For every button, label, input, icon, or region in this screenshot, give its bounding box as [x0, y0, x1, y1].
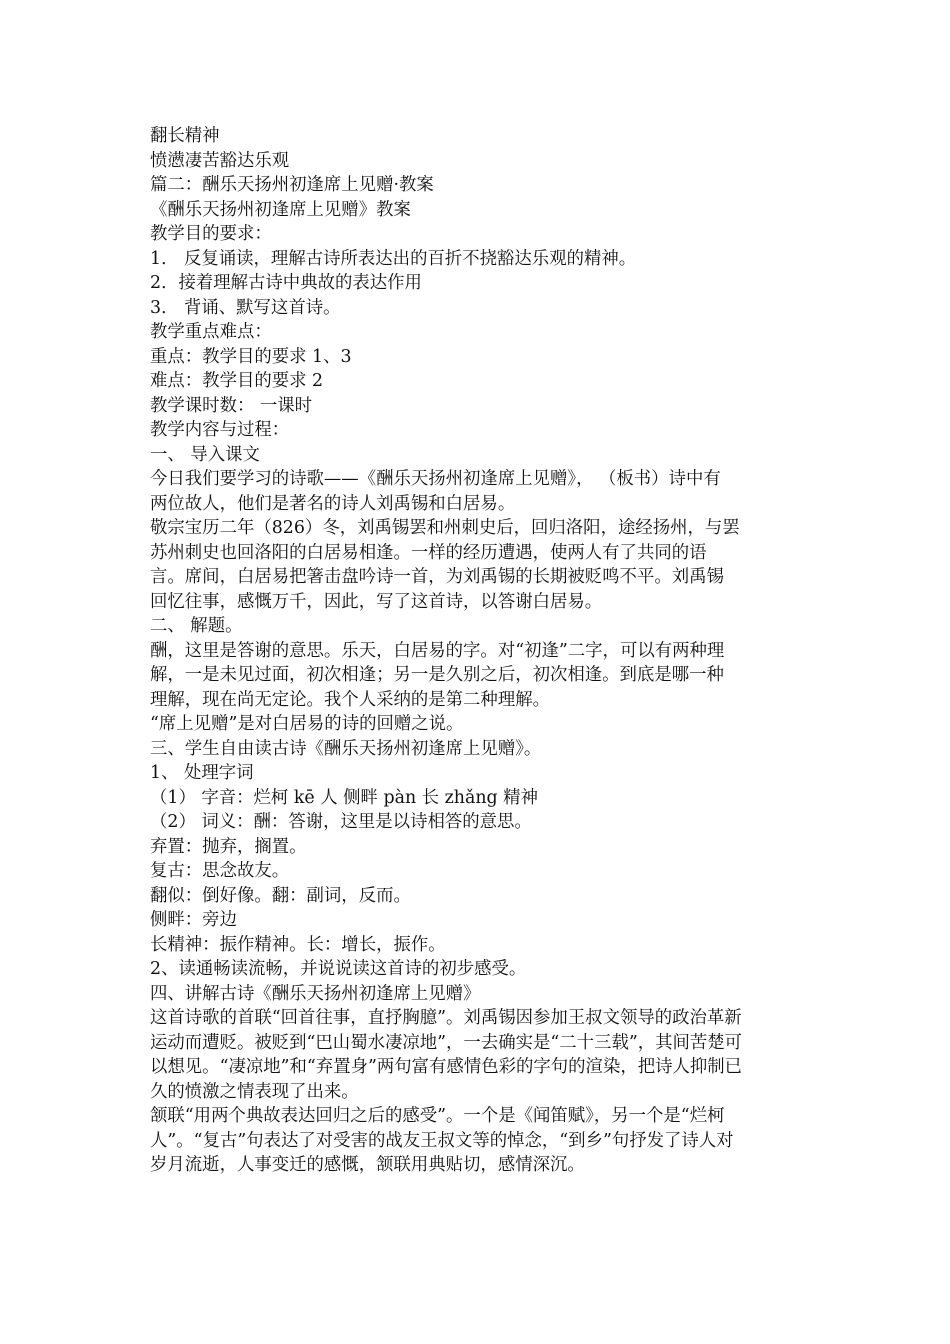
- doc-line: 岁月流逝，人事变迁的感慨，颔联用典贴切，感情深沉。: [150, 1155, 585, 1175]
- doc-line: 颔联“用两个典故表达回归之后的感受”。一个是《闻笛赋》，另一个是“烂柯: [150, 1106, 725, 1126]
- doc-line: 2．接着理解古诗中典故的表达作用: [150, 273, 422, 293]
- doc-line: 四、讲解古诗《酬乐天扬州初逢席上见赠》: [150, 983, 481, 1004]
- doc-line: 酬，这里是答谢的意思。乐天，白居易的字。对“初逢”二字，可以有两种理: [150, 640, 725, 661]
- doc-line: 3． 背诵、默写这首诗。: [150, 297, 341, 318]
- doc-line: 敬宗宝历二年（826）冬，刘禹锡罢和州刺史后，回归洛阳，途经扬州，与罢: [150, 518, 740, 538]
- doc-line: 难点：教学目的要求 2: [150, 371, 324, 391]
- doc-line: 1、 处理字词: [150, 763, 254, 783]
- doc-line: 教学内容与过程：: [150, 420, 290, 440]
- doc-line: 运动而遭贬。被贬到“巴山蜀水凄凉地”，一去确实是“二十三载”，其间苦楚可: [150, 1032, 743, 1053]
- lesson-title: 《酬乐天扬州初逢席上见赠》教案: [150, 199, 411, 220]
- doc-line: 解，一是未见过面，初次相逢；另一是久别之后，初次相逢。到底是哪一种: [150, 665, 724, 685]
- doc-line: 理解，现在尚无定论。我个人采纳的是第二种理解。: [150, 689, 550, 710]
- document-body: [150, 124, 820, 1178]
- doc-line: 教学目的要求：: [150, 224, 272, 244]
- doc-line: 以想见。“凄凉地”和“弃置身”两句富有感情色彩的字句的渲染，把诗人抑制已: [150, 1057, 743, 1077]
- doc-line: “席上见赠”是对白居易的诗的回赠之说。: [150, 714, 464, 734]
- doc-line: 回忆往事，感慨万千，因此，写了这首诗，以答谢白居易。: [150, 591, 603, 612]
- doc-line: 苏州刺史也回洛阳的白居易相逢。一样的经历遭遇，使两人有了共同的语: [150, 542, 707, 563]
- doc-line: 两位故人，他们是著名的诗人刘禹锡和白居易。: [150, 493, 516, 514]
- doc-line: （2） 词义：酬：答谢，这里是以诗相答的意思。: [150, 812, 532, 832]
- doc-line: 这首诗歌的首联“回首往事，直抒胸臆”。刘禹锡因参加王叔文领导的政治革新: [150, 1008, 742, 1028]
- doc-line: 翻似：倒好像。翻：副词，反而。: [150, 885, 411, 906]
- doc-line: 言。席间，白居易把箸击盘吟诗一首，为刘禹锡的长期被贬鸣不平。刘禹锡: [150, 567, 724, 587]
- doc-line: 三、学生自由读古诗《酬乐天扬州初逢席上见赠》。: [150, 738, 542, 759]
- doc-line: 1． 反复诵读，理解古诗所表达出的百折不挠豁达乐观的精神。: [150, 248, 637, 269]
- doc-line: 久的愤激之情表现了出来。: [150, 1081, 359, 1102]
- doc-line: 弃置：抛弃，搁置。: [150, 836, 307, 857]
- doc-line: 愤懑凄苦豁达乐观: [150, 150, 290, 171]
- doc-line: 今日我们要学习的诗歌——《酬乐天扬州初逢席上见赠》， （板书）诗中有: [150, 469, 721, 489]
- doc-line: 侧畔：旁边: [150, 910, 237, 930]
- doc-line: 2、读通畅读流畅，并说说读这首诗的初步感受。: [150, 959, 527, 979]
- doc-line: 翻长精神: [150, 126, 220, 146]
- section-heading: 篇二：酬乐天扬州初逢席上见赠·教案: [150, 175, 434, 195]
- doc-line: 人”。“复古”句表达了对受害的战友王叔文等的悼念，“到乡”句抒发了诗人对: [150, 1130, 734, 1151]
- doc-line: 一、 导入课文: [150, 444, 260, 465]
- doc-line: 二、 解题。: [150, 616, 243, 636]
- doc-line: 长精神：振作精神。长：增长，振作。: [150, 934, 446, 955]
- doc-line: 教学课时数： 一课时: [150, 395, 313, 416]
- doc-line: （1） 字音：烂柯 kē 人 侧畔 pàn 长 zhǎng 精神: [150, 787, 538, 808]
- doc-line: 复古：思念故友。: [150, 861, 290, 881]
- doc-line: 重点：教学目的要求 1、3: [150, 346, 352, 367]
- doc-line: 教学重点难点：: [150, 322, 272, 342]
